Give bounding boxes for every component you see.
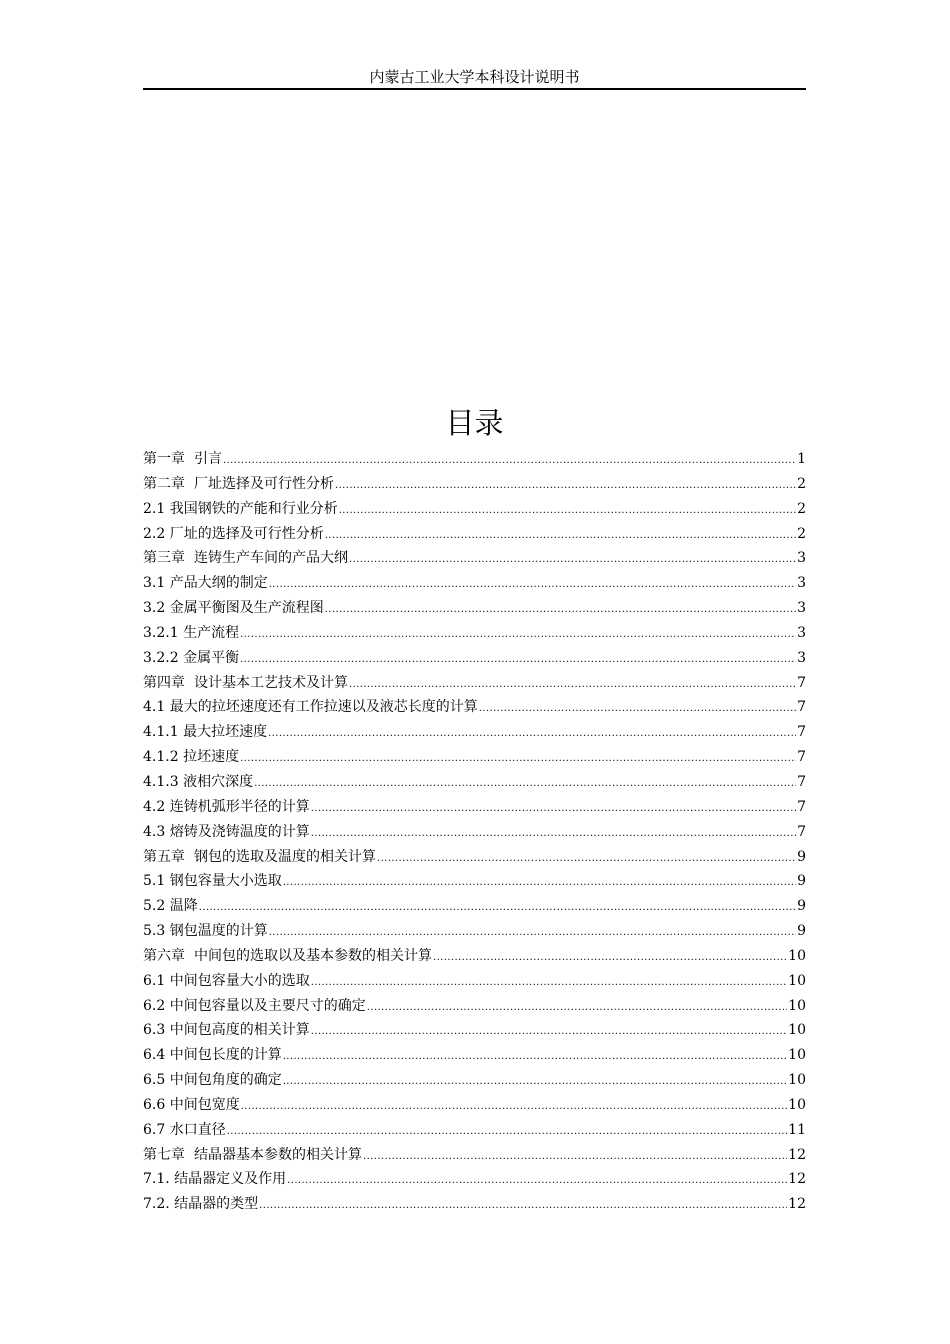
toc-leader-dots [363, 1145, 787, 1169]
toc-leader-dots [311, 971, 787, 995]
toc-entry-number: 6.6 [143, 1096, 166, 1113]
toc-entry-title: 拉坯速度 [183, 749, 240, 766]
toc-entry-page-number: 9 [797, 923, 806, 940]
toc-entry-label [143, 720, 267, 744]
toc-entry[interactable] [143, 621, 806, 646]
toc-leader-dots [479, 697, 796, 721]
toc-entry-page-number: 2 [797, 500, 806, 517]
toc-entry-label [143, 820, 310, 844]
toc-entry-page-number: 9 [797, 848, 806, 865]
toc-entry-number: 4.1.1 [143, 724, 179, 741]
toc-leader-dots [339, 499, 796, 523]
toc-entry-page-number: 10 [788, 1072, 806, 1089]
toc-entry-title: 结晶器基本参数的相关计算 [194, 1146, 362, 1163]
toc-leader-dots [377, 847, 796, 871]
toc-leader-dots [283, 1045, 787, 1069]
toc-entry[interactable] [143, 969, 806, 994]
toc-leader-dots [311, 797, 796, 821]
toc-entry-title: 厂址的选择及可行性分析 [169, 525, 324, 542]
toc-entry-title: 最大的拉坯速度还有工作拉速以及液芯长度的计算 [169, 699, 478, 716]
toc-entry[interactable] [143, 472, 806, 497]
toc-entry-number: 4.2 [143, 798, 166, 815]
toc-entry-page-number: 7 [797, 674, 806, 691]
toc-leader-dots [283, 1070, 787, 1094]
toc-entry-page-number: 10 [788, 997, 806, 1014]
toc-entry-number: 第七章 [143, 1146, 185, 1163]
toc-entry[interactable] [143, 795, 806, 820]
toc-entry-number: 6.5 [143, 1072, 166, 1089]
toc-leader-dots [254, 772, 796, 796]
toc-entry-page-number: 12 [788, 1146, 806, 1163]
toc-entry[interactable] [143, 646, 806, 671]
table-of-contents [143, 447, 806, 1217]
toc-entry[interactable] [143, 546, 806, 571]
toc-entry-label [143, 894, 198, 918]
toc-entry-title: 金属平衡 [183, 649, 240, 666]
toc-entry-number: 6.7 [143, 1121, 166, 1138]
toc-entry-label [143, 770, 253, 794]
toc-entry-number: 2.2 [143, 525, 166, 542]
toc-entry-label [143, 522, 324, 546]
toc-entry-page-number: 9 [797, 898, 806, 915]
toc-entry-title: 中间包容量以及主要尺寸的确定 [169, 997, 366, 1014]
toc-leader-dots [283, 871, 796, 895]
toc-entry[interactable] [143, 1068, 806, 1093]
toc-entry-label [143, 596, 324, 620]
toc-entry-page-number: 9 [797, 873, 806, 890]
toc-entry-number: 第二章 [143, 475, 185, 492]
toc-entry-label [143, 745, 239, 769]
toc-entry[interactable] [143, 994, 806, 1019]
toc-entry-number: 第三章 [143, 550, 185, 567]
toc-entry[interactable] [143, 869, 806, 894]
toc-entry-title: 钢包温度的计算 [169, 923, 268, 940]
toc-entry-number: 6.4 [143, 1047, 166, 1064]
toc-entry[interactable] [143, 695, 806, 720]
toc-entry-title: 最大拉坯速度 [183, 724, 268, 741]
toc-leader-dots [335, 474, 796, 498]
toc-entry[interactable] [143, 1192, 806, 1217]
toc-entry-number: 4.1.3 [143, 773, 179, 790]
toc-entry-title: 生产流程 [183, 624, 240, 641]
toc-leader-dots [240, 623, 796, 647]
toc-leader-dots [349, 548, 796, 572]
toc-entry-title: 钢包的选取及温度的相关计算 [194, 848, 376, 865]
toc-entry-number: 3.2.1 [143, 624, 179, 641]
toc-entry[interactable] [143, 770, 806, 795]
toc-entry-number: 第六章 [143, 947, 185, 964]
toc-entry-label [143, 646, 239, 670]
toc-entry-page-number: 10 [788, 972, 806, 989]
toc-entry[interactable] [143, 720, 806, 745]
toc-entry-title: 钢包容量大小选取 [169, 873, 282, 890]
toc-entry-page-number: 12 [788, 1196, 806, 1213]
toc-leader-dots [269, 921, 796, 945]
toc-entry-page-number: 3 [797, 575, 806, 592]
toc-entry-number: 7.1. [143, 1171, 170, 1188]
toc-entry-title: 设计基本工艺技术及计算 [194, 674, 348, 691]
toc-entry-title: 我国钢铁的产能和行业分析 [169, 500, 338, 517]
toc-leader-dots [433, 946, 787, 970]
toc-entry[interactable] [143, 1118, 806, 1143]
toc-leader-dots [259, 1194, 787, 1218]
toc-entry-page-number: 1 [797, 451, 806, 467]
toc-entry-number: 5.3 [143, 923, 166, 940]
toc-entry-number: 6.1 [143, 972, 166, 989]
toc-entry-title: 中间包的选取以及基本参数的相关计算 [194, 947, 432, 964]
toc-entry-page-number: 7 [797, 724, 806, 741]
toc-entry-title: 中间包高度的相关计算 [169, 1022, 310, 1039]
toc-entry-title: 金属平衡图及生产流程图 [169, 600, 324, 617]
toc-entry-label [143, 919, 268, 943]
toc-entry-page-number: 10 [788, 1096, 806, 1113]
toc-entry-label [143, 1093, 240, 1117]
toc-entry[interactable] [143, 596, 806, 621]
toc-leader-dots [311, 1020, 787, 1044]
toc-entry-label [143, 994, 366, 1018]
toc-entry[interactable] [143, 894, 806, 919]
toc-entry[interactable] [143, 1143, 806, 1168]
toc-entry-label [143, 671, 348, 695]
toc-entry-page-number: 2 [797, 525, 806, 542]
toc-entry-page-number: 7 [797, 699, 806, 716]
toc-entry-title: 产品大纲的制定 [169, 575, 268, 592]
toc-entry-page-number: 7 [797, 749, 806, 766]
toc-entry-title: 中间包角度的确定 [169, 1072, 282, 1089]
toc-entry-number: 4.3 [143, 823, 166, 840]
toc-entry-number: 3.2.2 [143, 649, 179, 666]
toc-entry-page-number: 7 [797, 798, 806, 815]
toc-entry[interactable] [143, 671, 806, 696]
toc-entry-page-number: 3 [797, 624, 806, 641]
toc-entry-page-number: 7 [797, 823, 806, 840]
toc-leader-dots [287, 1169, 787, 1193]
toc-leader-dots [268, 722, 796, 746]
toc-entry-number: 第一章 [143, 451, 185, 467]
toc-entry-number: 6.2 [143, 997, 166, 1014]
toc-entry-number: 4.1 [143, 699, 166, 716]
toc-entry[interactable] [143, 845, 806, 870]
toc-entry[interactable] [143, 497, 806, 522]
toc-entry[interactable] [143, 1167, 806, 1192]
toc-entry[interactable] [143, 944, 806, 969]
toc-title: 目录 [445, 406, 504, 440]
toc-entry-number: 3.1 [143, 575, 166, 592]
toc-entry-label [143, 795, 310, 819]
toc-entry-title: 液相穴深度 [183, 773, 254, 790]
toc-entry-page-number: 7 [797, 773, 806, 790]
toc-entry-page-number: 10 [788, 1047, 806, 1064]
toc-leader-dots [240, 648, 796, 672]
toc-leader-dots [269, 573, 796, 597]
toc-entry-label [143, 944, 432, 968]
toc-entry-title: 水口直径 [169, 1121, 226, 1138]
toc-entry-title: 熔铸及浇铸温度的计算 [169, 823, 310, 840]
toc-entry[interactable] [143, 1018, 806, 1043]
toc-entry-number: 第五章 [143, 848, 185, 865]
toc-leader-dots [241, 1095, 787, 1119]
toc-entry-label [143, 1018, 310, 1042]
toc-entry[interactable] [143, 820, 806, 845]
toc-entry[interactable] [143, 447, 806, 472]
toc-entry[interactable] [143, 1093, 806, 1118]
toc-entry-page-number: 2 [797, 475, 806, 492]
toc-entry-page-number: 11 [788, 1121, 806, 1138]
toc-entry-label [143, 695, 478, 719]
toc-entry-title: 中间包长度的计算 [169, 1047, 282, 1064]
toc-entry-title: 厂址选择及可行性分析 [194, 475, 334, 492]
toc-entry-label [143, 447, 222, 471]
toc-entry-title: 引言 [194, 451, 222, 467]
toc-entry-label [143, 621, 239, 645]
toc-entry[interactable] [143, 522, 806, 547]
toc-entry-page-number: 10 [788, 947, 806, 964]
toc-leader-dots [227, 1120, 787, 1144]
toc-entry-number: 第四章 [143, 674, 185, 691]
toc-entry-number: 3.2 [143, 600, 166, 617]
toc-entry-page-number: 12 [788, 1171, 806, 1188]
toc-leader-dots [349, 673, 796, 697]
toc-leader-dots [199, 896, 796, 920]
toc-entry-label [143, 571, 268, 595]
toc-leader-dots [223, 449, 796, 473]
toc-leader-dots [325, 598, 796, 622]
header-rule [143, 88, 806, 90]
page-header: 内蒙古工业大学本科设计说明书 [369, 68, 580, 86]
toc-entry[interactable] [143, 919, 806, 944]
toc-entry-label [143, 1143, 362, 1167]
toc-entry-label [143, 969, 310, 993]
toc-entry-number: 4.1.2 [143, 749, 179, 766]
toc-entry-title: 连铸机弧形半径的计算 [169, 798, 310, 815]
toc-entry-label [143, 1118, 226, 1142]
toc-leader-dots [311, 822, 796, 846]
toc-entry-title: 连铸生产车间的产品大纲 [194, 550, 348, 567]
toc-entry-title: 中间包宽度 [169, 1096, 240, 1113]
toc-entry-page-number: 3 [797, 550, 806, 567]
toc-entry-label [143, 845, 376, 869]
toc-entry-title: 温降 [169, 898, 198, 915]
toc-entry-number: 5.1 [143, 873, 166, 890]
toc-entry-title: 中间包容量大小的选取 [169, 972, 310, 989]
toc-leader-dots [325, 524, 796, 548]
toc-entry-page-number: 3 [797, 600, 806, 617]
toc-entry[interactable] [143, 1043, 806, 1068]
toc-entry-label [143, 1068, 282, 1092]
toc-entry-number: 6.3 [143, 1022, 166, 1039]
toc-entry-label [143, 869, 282, 893]
toc-entry-label [143, 1167, 286, 1191]
toc-entry-number: 5.2 [143, 898, 166, 915]
toc-entry-title: 结晶器的类型 [174, 1196, 259, 1213]
toc-leader-dots [367, 996, 787, 1020]
toc-entry[interactable] [143, 571, 806, 596]
toc-entry-label [143, 497, 338, 521]
toc-entry-page-number: 3 [797, 649, 806, 666]
toc-entry-title: 结晶器定义及作用 [174, 1171, 287, 1188]
toc-entry-label [143, 472, 334, 496]
toc-entry[interactable] [143, 745, 806, 770]
toc-entry-number: 2.1 [143, 500, 166, 517]
toc-entry-label [143, 1043, 282, 1067]
toc-entry-number: 7.2. [143, 1196, 170, 1213]
toc-entry-label [143, 1192, 258, 1216]
toc-entry-page-number: 10 [788, 1022, 806, 1039]
toc-entry-label [143, 546, 348, 570]
toc-leader-dots [240, 747, 796, 771]
